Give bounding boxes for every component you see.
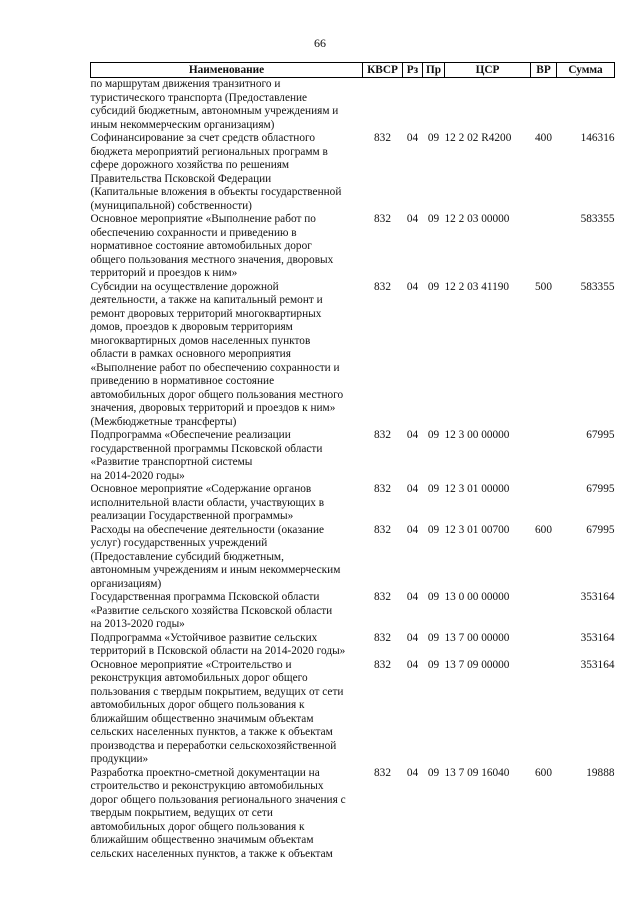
rz-cell: 04 <box>406 429 419 441</box>
row-name-cell <box>91 78 363 133</box>
pr-cell: 09 <box>427 658 440 671</box>
vr-cell <box>531 429 557 483</box>
table-row <box>91 213 615 281</box>
row-name-line: Подпрограмма «Обеспечение реализации <box>90 429 291 441</box>
row-name-line: Правительства Псковской Федерации <box>90 172 272 185</box>
header-kvsr: КВСР <box>363 63 403 78</box>
row-name-line: (Предоставление субсидий бюджетным, <box>90 550 284 563</box>
row-name-line: на 2014-2020 годы» <box>90 469 185 482</box>
sum-cell: 583355 <box>580 213 615 225</box>
row-name-line: Подпрограмма «Устойчивое развитие сельских <box>90 631 318 644</box>
table-row <box>91 767 615 862</box>
pr-cell: 09 <box>427 591 440 603</box>
pr-cell: 09 <box>427 429 440 441</box>
row-name-line: твердым покрытием, ведущих от сети <box>90 807 273 819</box>
row-name-line: государственной программы Псковской области <box>90 442 323 455</box>
row-name-line: по маршрутам движения транзитного и <box>90 78 281 90</box>
row-name-line: туристического транспорта (Предоставление <box>90 91 308 104</box>
sum-cell: 353164 <box>580 631 615 644</box>
vr-cell: 400 <box>535 132 552 144</box>
sum-cell <box>557 78 615 133</box>
row-name-cell <box>91 659 363 767</box>
row-name-line: сфере дорожного хозяйства по решениям <box>90 159 290 171</box>
rz-cell: 04 <box>406 132 419 144</box>
sum-cell: 67995 <box>586 429 615 441</box>
table-row <box>91 78 615 133</box>
kvsr-cell: 832 <box>374 429 391 441</box>
row-name-line: дорог общего пользования регионального значения с <box>90 793 346 806</box>
row-name-line: производства и переработки сельскохозяйственной <box>90 739 337 752</box>
row-name-line: ближайшим общественно значимым объектам <box>90 834 314 846</box>
table-row <box>91 591 615 632</box>
csr-cell: 13 0 00 00000 <box>444 591 510 603</box>
pr-cell: 09 <box>427 631 440 644</box>
row-name-line: «Выполнение работ по обеспечению сохранности и <box>90 361 340 374</box>
row-name-line: (Межбюджетные трансферты) <box>90 415 237 428</box>
rz-cell: 04 <box>406 213 419 225</box>
row-name-line: Основное мероприятие «Строительство и <box>90 658 292 671</box>
row-name-line: территорий и проездов к ним» <box>90 267 238 279</box>
row-name-line: нормативное состояние автомобильных дорог <box>90 240 312 252</box>
rz-cell: 04 <box>406 280 419 293</box>
header-csr: ЦСР <box>445 63 531 78</box>
row-name-line: Основное мероприятие «Содержание органов <box>90 483 312 495</box>
csr-cell: 12 3 00 00000 <box>444 429 510 441</box>
kvsr-cell: 832 <box>374 213 391 225</box>
row-name-line: организациям) <box>90 577 162 590</box>
row-name-line: Разработка проектно-сметной документации на <box>90 766 320 779</box>
row-name-line: автомобильных дорог общего пользования к <box>90 820 305 833</box>
rz-cell: 04 <box>406 483 419 495</box>
row-name-line: Государственная программа Псковской области <box>90 591 320 603</box>
table-header-row <box>91 63 615 78</box>
row-name-cell <box>91 632 363 659</box>
vr-cell <box>531 659 557 767</box>
sum-cell: 67995 <box>586 523 615 536</box>
table-row <box>91 132 615 213</box>
row-name-line: реализации Государственной программы» <box>90 510 294 522</box>
header-name: Наименование <box>91 63 363 78</box>
row-name-cell <box>91 281 363 430</box>
pr-cell: 09 <box>427 280 440 293</box>
vr-cell <box>531 78 557 133</box>
row-name-line: Субсидии на осуществление дорожной <box>90 280 279 293</box>
rz-cell: 04 <box>406 591 419 603</box>
vr-cell: 500 <box>535 280 552 293</box>
table-body <box>91 78 615 862</box>
csr-cell: 13 7 09 00000 <box>444 658 510 671</box>
kvsr-cell: 832 <box>374 132 391 144</box>
table-row <box>91 632 615 659</box>
rz-cell: 04 <box>406 631 419 644</box>
kvsr-cell: 832 <box>374 631 391 644</box>
row-name-line: территорий в Псковской области на 2014-2020 годы» <box>90 645 346 657</box>
row-name-cell <box>91 213 363 281</box>
vr-cell <box>531 632 557 659</box>
csr-cell: 12 3 01 00700 <box>444 523 510 536</box>
row-name-line: пользования с твердым покрытием, ведущих от сети <box>90 685 344 698</box>
row-name-line: продукции» <box>90 753 149 765</box>
header-pr: Пр <box>423 63 445 78</box>
header-vr: ВР <box>531 63 557 78</box>
header-rz: Рз <box>403 63 423 78</box>
sum-cell: 67995 <box>586 483 615 495</box>
row-name-cell <box>91 132 363 213</box>
pr-cell: 09 <box>427 523 440 536</box>
header-sum: Сумма <box>557 63 615 78</box>
row-name-line: строительство и реконструкцию автомобильных <box>90 780 324 792</box>
csr-cell <box>445 78 531 133</box>
row-name-line: иным некоммерческим организациям) <box>90 118 275 131</box>
budget-table <box>90 62 615 861</box>
rz-cell <box>403 78 423 133</box>
kvsr-cell <box>363 78 403 133</box>
row-name-line: Софинансирование за счет средств областного <box>90 132 315 144</box>
sum-cell: 146316 <box>580 132 615 144</box>
row-name-line: бюджета мероприятий региональных программ в <box>90 145 328 158</box>
table-row <box>91 483 615 524</box>
row-name-line: деятельности, а также на капитальный ремонт и <box>90 294 323 306</box>
pr-cell: 09 <box>427 766 440 779</box>
row-name-cell <box>91 524 363 592</box>
vr-cell: 600 <box>535 523 552 536</box>
kvsr-cell: 832 <box>374 591 391 603</box>
row-name-line: автомобильных дорог общего пользования к <box>90 699 305 711</box>
row-name-line: ближайшим общественно значимым объектам <box>90 712 314 725</box>
kvsr-cell: 832 <box>374 766 391 779</box>
csr-cell: 12 2 03 00000 <box>444 213 510 225</box>
row-name-line: домов, проездов к дворовым территориям <box>90 321 293 333</box>
row-name-line: ремонт дворовых территорий многоквартирных <box>90 307 322 320</box>
sum-cell: 19888 <box>586 766 615 779</box>
kvsr-cell: 832 <box>374 483 391 495</box>
row-name-line: автономным учреждениям и иным некоммерческим <box>90 564 341 576</box>
row-name-line: (Капитальные вложения в объекты государственной <box>90 186 342 198</box>
row-name-line: на 2013-2020 годы» <box>90 618 185 630</box>
row-name-cell <box>91 483 363 524</box>
row-name-line: «Развитие транспортной системы <box>90 456 253 468</box>
kvsr-cell: 832 <box>374 280 391 293</box>
row-name-line: «Развитие сельского хозяйства Псковской области <box>90 604 333 617</box>
row-name-line: сельских населенных пунктов, а также к объектам <box>90 847 333 860</box>
pr-cell: 09 <box>427 483 440 495</box>
rz-cell: 04 <box>406 766 419 779</box>
row-name-line: общего пользования местного значения, дворовых <box>90 253 334 266</box>
pr-cell: 09 <box>427 132 440 144</box>
sum-cell: 353164 <box>580 658 615 671</box>
row-name-line: исполнительной власти области, участвующих в <box>90 496 325 509</box>
row-name-line: (муниципальной) собственности) <box>90 199 252 212</box>
row-name-line: реконструкция автомобильных дорог общего <box>90 672 308 684</box>
row-name-line: услуг) государственных учреждений <box>90 537 268 549</box>
vr-cell <box>531 213 557 281</box>
table-row <box>91 281 615 430</box>
row-name-line: субсидий бюджетным, автономным учреждениям и <box>90 105 339 117</box>
kvsr-cell: 832 <box>374 658 391 671</box>
sum-cell: 583355 <box>580 280 615 293</box>
csr-cell: 13 7 09 16040 <box>444 766 510 779</box>
csr-cell: 12 2 02 R4200 <box>444 132 512 144</box>
vr-cell <box>531 591 557 632</box>
vr-cell <box>531 483 557 524</box>
csr-cell: 13 7 00 00000 <box>444 631 510 644</box>
row-name-line: области в рамках основного мероприятия <box>90 348 291 360</box>
row-name-line: обеспечению сохранности и приведению в <box>90 226 297 239</box>
row-name-line: сельских населенных пунктов, а также к объектам <box>90 726 333 738</box>
row-name-cell <box>91 767 363 862</box>
pr-cell: 09 <box>427 213 440 225</box>
row-name-line: приведению в нормативное состояние <box>90 375 275 387</box>
kvsr-cell: 832 <box>374 523 391 536</box>
row-name-cell <box>91 429 363 483</box>
row-name-line: многоквартирных домов населенных пунктов <box>90 334 311 347</box>
csr-cell: 12 2 03 41190 <box>444 280 510 293</box>
row-name-line: автомобильных дорог общего пользования местного <box>90 388 344 401</box>
rz-cell: 04 <box>406 523 419 536</box>
rz-cell: 04 <box>406 658 419 671</box>
row-name-cell <box>91 591 363 632</box>
table-row <box>91 429 615 483</box>
pr-cell <box>423 78 445 133</box>
page-number: 66 <box>314 36 326 50</box>
csr-cell: 12 3 01 00000 <box>444 483 510 495</box>
table-row <box>91 659 615 767</box>
row-name-line: значения, дворовых территорий и проездов к ним» <box>90 402 336 414</box>
sum-cell: 353164 <box>580 591 615 603</box>
vr-cell: 600 <box>535 766 552 779</box>
row-name-line: Расходы на обеспечение деятельности (оказание <box>90 523 325 536</box>
row-name-line: Основное мероприятие «Выполнение работ по <box>90 213 316 225</box>
table-row <box>91 524 615 592</box>
